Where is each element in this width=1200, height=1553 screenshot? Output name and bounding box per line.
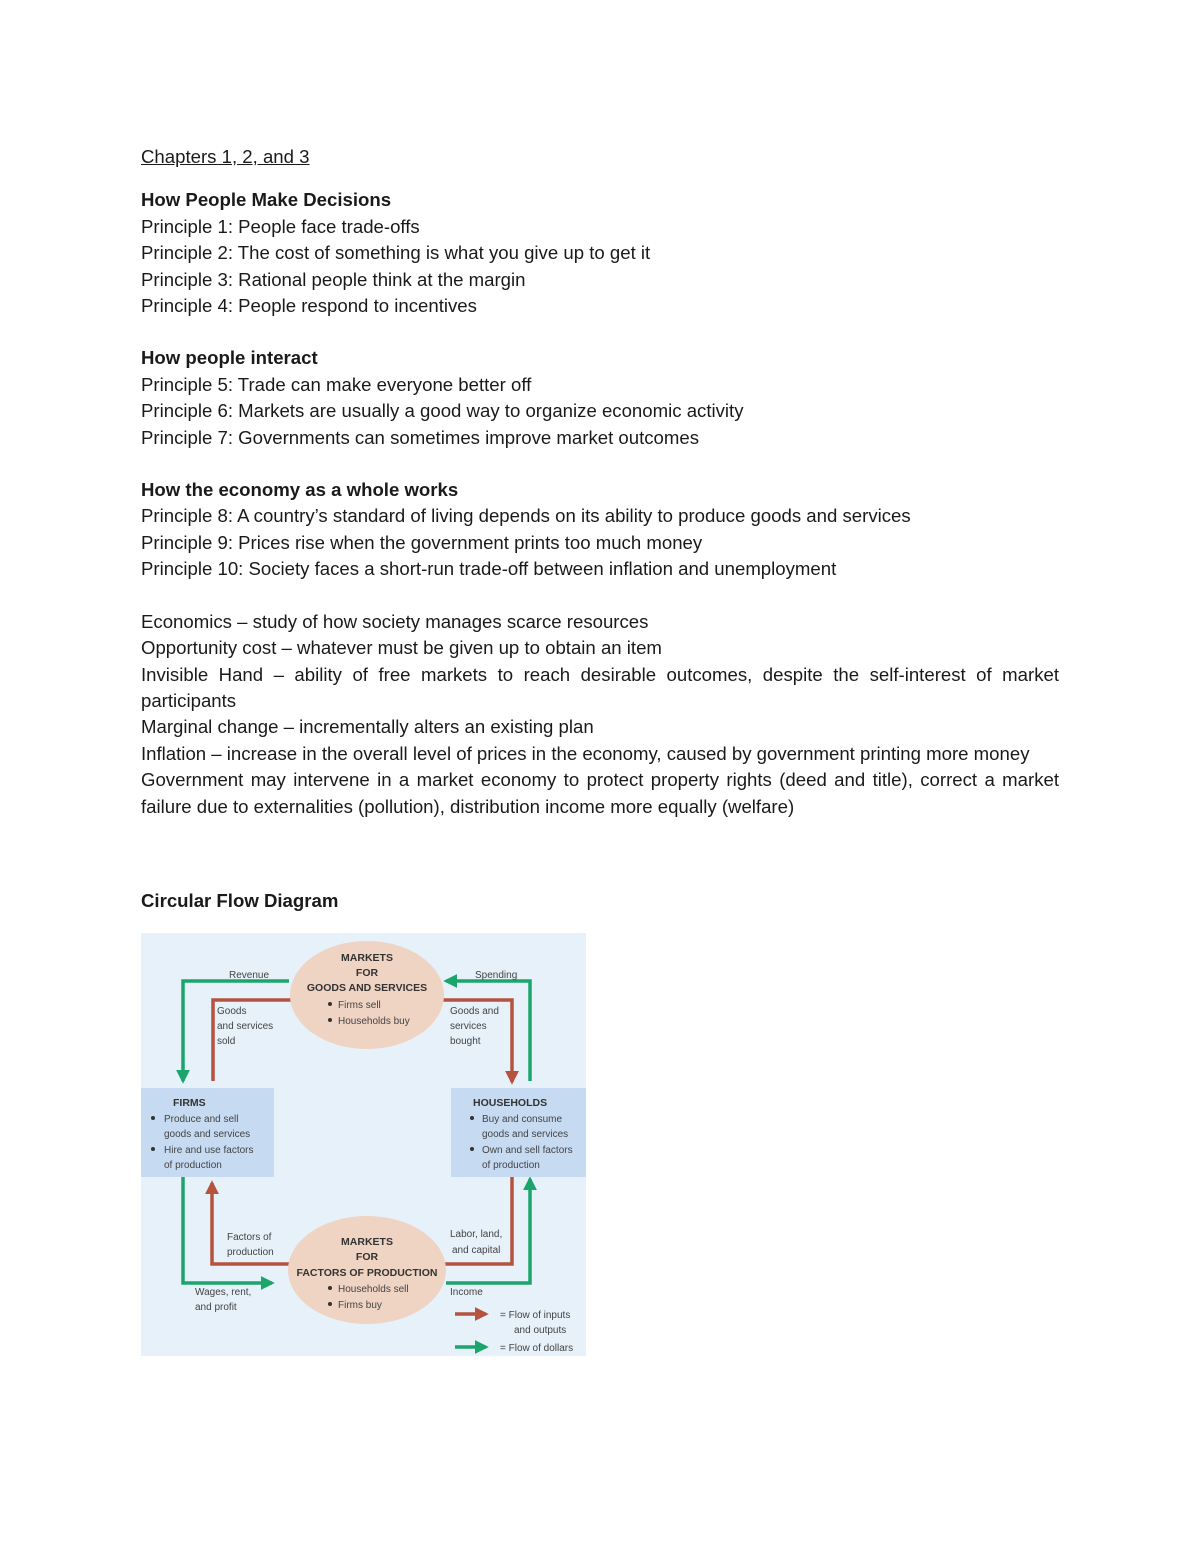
wages-label-1: Wages, rent,: [195, 1287, 252, 1298]
households-bullet-2-line-2: of production: [482, 1160, 540, 1171]
firms-bullet-2-line-2: of production: [164, 1160, 222, 1171]
goods-market-title-3: GOODS AND SERVICES: [306, 982, 428, 994]
principle-line: Principle 1: People face trade-offs: [141, 215, 420, 237]
definition-inflation: Inflation – increase in the overall level of prices in the economy, caused by government printing more money: [141, 742, 1030, 764]
bullet-dot: [328, 1286, 332, 1290]
factors-market-bullet-1: Households sell: [338, 1284, 409, 1295]
legend-dollars-label: = Flow of dollars: [500, 1343, 574, 1354]
circular-flow-diagram: [141, 933, 586, 1356]
principle-line: Principle 7: Governments can sometimes improve market outcomes: [141, 426, 700, 448]
principle-line: Principle 2: The cost of something is what you give up to get it: [141, 242, 651, 264]
labor-label-1: Labor, land,: [450, 1229, 503, 1240]
document-page: [141, 140, 1059, 820]
definition-opportunity-cost: Opportunity cost – whatever must be given up to obtain an item: [141, 637, 662, 659]
firms-bullet-1-line-1: Produce and sell: [164, 1114, 239, 1125]
document-title: Chapters 1, 2, and 3: [141, 146, 310, 167]
goods-bought-label-2: services: [450, 1021, 487, 1032]
goods-market-bullet-1: Firms sell: [338, 1000, 381, 1011]
factors-market-title-2: FOR: [355, 1251, 379, 1263]
section-heading-decisions: How People Make Decisions: [141, 189, 392, 211]
definition-economics: Economics – study of how society manages scarce resources: [141, 610, 649, 632]
goods-sold-label-2: and services: [217, 1021, 274, 1032]
definition-marginal-change: Marginal change – incrementally alters an existing plan: [141, 716, 594, 738]
principle-line: Principle 6: Markets are usually a good way to organize economic activity: [141, 400, 744, 422]
diagram-heading: Circular Flow Diagram: [141, 890, 339, 911]
goods-market-title-2: FOR: [355, 967, 379, 979]
households-bullet-2-line-1: Own and sell factors: [482, 1145, 573, 1156]
principle-line: Principle 10: Society faces a short-run trade-off between inflation and unemployment: [141, 558, 837, 580]
principle-line: Principle 4: People respond to incentives: [141, 295, 477, 317]
goods-bought-label-3: bought: [450, 1036, 481, 1047]
definition-government: Government may intervene in a market economy to protect property rights (deed and title), correct a market failure due to externalities (pollution), distribution income more equally (welfare): [141, 769, 1059, 817]
bullet-dot: [328, 1018, 332, 1022]
revenue-label: Revenue: [229, 970, 270, 981]
factors-label-1: Factors of: [227, 1232, 272, 1243]
factors-label-2: production: [227, 1247, 274, 1258]
households-bullet-1-line-1: Buy and consume: [482, 1114, 563, 1125]
goods-sold-label-1: Goods: [217, 1006, 247, 1017]
firms-bullet-1-line-2: goods and services: [164, 1129, 251, 1140]
circular-flow-svg: [141, 933, 586, 1356]
bullet-dot: [328, 1002, 332, 1006]
legend-inputs-label-2: and outputs: [514, 1325, 567, 1336]
goods-market-bullet-2: Households buy: [338, 1016, 410, 1027]
wages-label-2: and profit: [195, 1302, 237, 1313]
factors-market-title-3: FACTORS OF PRODUCTION: [296, 1267, 438, 1279]
section-heading-economy: How the economy as a whole works: [141, 479, 459, 501]
principle-line: Principle 8: A country’s standard of living depends on its ability to produce goods and services: [141, 505, 911, 527]
households-bullet-1-line-2: goods and services: [482, 1129, 569, 1140]
income-label: Income: [450, 1287, 483, 1298]
goods-sold-label-3: sold: [217, 1036, 236, 1047]
principle-line: Principle 9: Prices rise when the government prints too much money: [141, 531, 703, 553]
spending-label: Spending: [475, 970, 518, 981]
goods-market-title-1: MARKETS: [341, 952, 393, 964]
households-title: HOUSEHOLDS: [473, 1097, 548, 1109]
bullet-dot: [328, 1302, 332, 1306]
bullet-dot: [151, 1116, 155, 1120]
bullet-dot: [470, 1116, 474, 1120]
firms-title: FIRMS: [173, 1097, 206, 1109]
labor-label-2: and capital: [452, 1245, 501, 1256]
definition-invisible-hand: Invisible Hand – ability of free markets to reach desirable outcomes, despite the self-interest of market participants: [141, 663, 1059, 711]
principle-line: Principle 5: Trade can make everyone better off: [141, 373, 532, 395]
principle-line: Principle 3: Rational people think at the margin: [141, 268, 526, 290]
section-heading-interact: How people interact: [141, 347, 318, 369]
factors-market-bullet-2: Firms buy: [338, 1300, 382, 1311]
bullet-dot: [470, 1147, 474, 1151]
bullet-dot: [151, 1147, 155, 1151]
firms-bullet-2-line-1: Hire and use factors: [164, 1145, 254, 1156]
goods-bought-label-1: Goods and: [450, 1006, 499, 1017]
factors-market-title-1: MARKETS: [341, 1236, 393, 1248]
legend-inputs-label-1: = Flow of inputs: [500, 1310, 571, 1321]
